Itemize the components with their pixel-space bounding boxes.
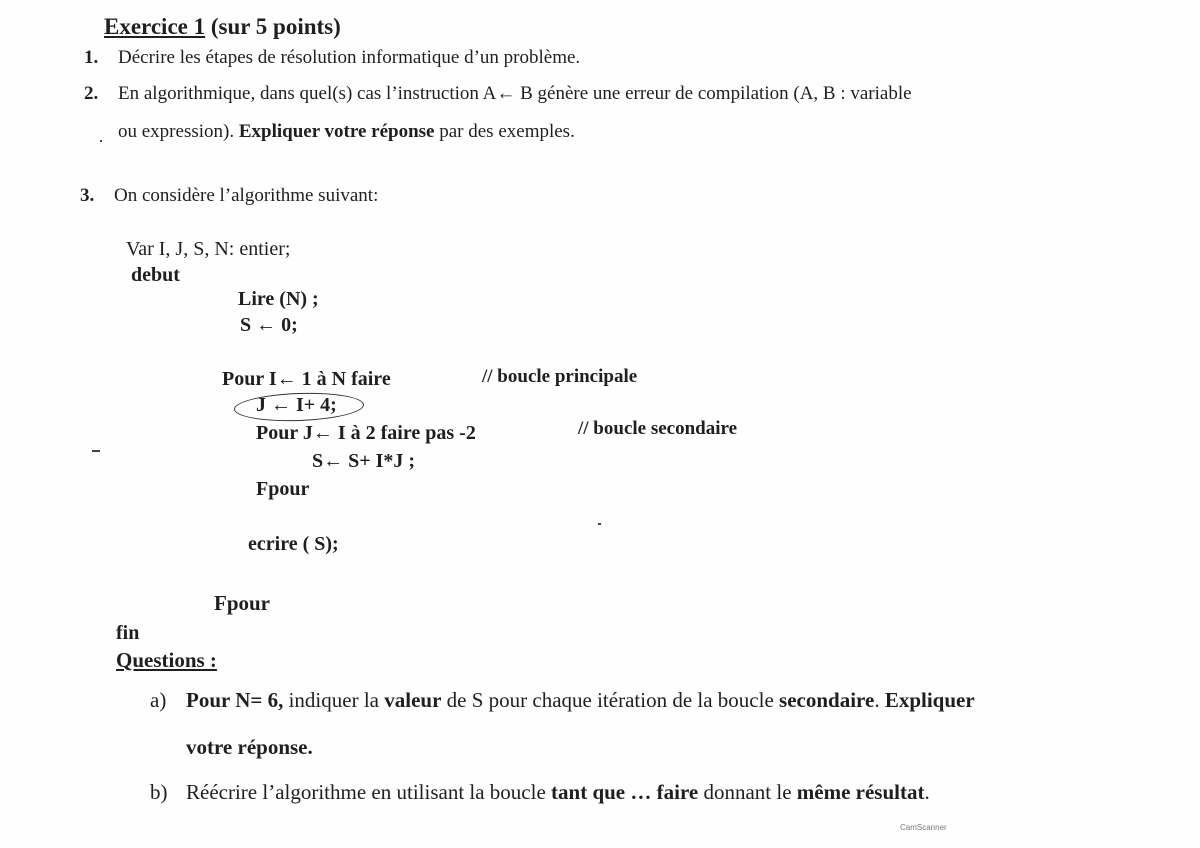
sub-question-b-text-1: Réécrire l’algorithme en utilisant la boucle xyxy=(186,780,552,804)
question-2-line-2 xyxy=(118,121,575,143)
algo-pour-j: Pour J← I à 2 faire pas -2 xyxy=(256,422,476,444)
question-1-text: Décrire les étapes de résolution informatique d’un problème. xyxy=(118,47,581,68)
exercise-title xyxy=(104,14,341,40)
sub-question-a-text-2: de S pour chaque itération de la boucle xyxy=(441,688,780,712)
scanner-watermark: CamScanner xyxy=(900,823,947,832)
sub-question-a-bold-2: valeur xyxy=(384,688,442,712)
sub-question-b-bold-2: même résultat xyxy=(796,780,925,804)
sub-question-a-bold-1: Pour N= 6, xyxy=(186,688,284,712)
question-2-line-2a: ou expression). xyxy=(118,121,239,142)
algo-ecrire: ecrire ( S); xyxy=(248,533,339,555)
algo-var-line: Var I, J, S, N: entier; xyxy=(126,238,291,260)
question-3-number: 3. xyxy=(80,185,95,206)
algo-assign-j: J ← I+ 4; xyxy=(256,394,337,416)
question-3-text: On considère l’algorithme suivant: xyxy=(114,185,379,206)
scan-speck xyxy=(100,140,102,142)
questions-heading: Questions : xyxy=(116,648,217,672)
algo-lire: Lire (N) ; xyxy=(238,288,319,310)
question-1 xyxy=(84,47,580,69)
algo-fpour-outer: Fpour xyxy=(214,591,271,615)
algo-comment-main: // boucle principale xyxy=(482,366,638,387)
sub-question-a-text-3: . xyxy=(874,688,885,712)
sub-question-a-bold-3: secondaire xyxy=(779,688,875,712)
algo-update-s: S← S+ I*J ; xyxy=(312,450,416,472)
question-2-line-1: En algorithmique, dans quel(s) cas l’instruction A← B génère une erreur de compilation (A, B : variable xyxy=(118,83,912,104)
sub-question-b-label: b) xyxy=(150,780,168,804)
algo-fpour-inner: Fpour xyxy=(256,478,310,500)
algo-init-s: S ← 0; xyxy=(240,314,298,336)
algo-fin: fin xyxy=(116,622,140,644)
sub-question-b-text-2: donnant le xyxy=(698,780,797,804)
exercise-title-label: Exercice 1 xyxy=(104,14,206,39)
sub-question-a xyxy=(150,688,975,713)
algo-debut: debut xyxy=(131,264,180,286)
question-2-number: 2. xyxy=(84,83,99,104)
question-1-number: 1. xyxy=(84,47,99,68)
algo-comment-secondary: // boucle secondaire xyxy=(578,418,738,439)
question-2 xyxy=(84,83,912,105)
sub-question-a-line-2: votre réponse. xyxy=(186,735,313,759)
scan-speck xyxy=(92,450,100,452)
algo-pour-i: Pour I← 1 à N faire xyxy=(222,368,391,390)
scan-speck xyxy=(598,523,601,525)
sub-question-b-text-3: . xyxy=(924,780,930,804)
sub-question-a-label: a) xyxy=(150,688,167,712)
question-2-emphasis: Expliquer votre réponse xyxy=(238,121,435,142)
question-2-line-2b: par des exemples. xyxy=(434,121,575,142)
sub-question-b-bold-1: tant que … faire xyxy=(551,780,699,804)
sub-question-b xyxy=(150,780,930,805)
sub-question-a-text-1: indiquer la xyxy=(283,688,385,712)
sub-question-a-bold-4: Expliquer xyxy=(884,688,975,712)
question-3 xyxy=(80,185,378,207)
exercise-points: (sur 5 points) xyxy=(210,14,341,39)
